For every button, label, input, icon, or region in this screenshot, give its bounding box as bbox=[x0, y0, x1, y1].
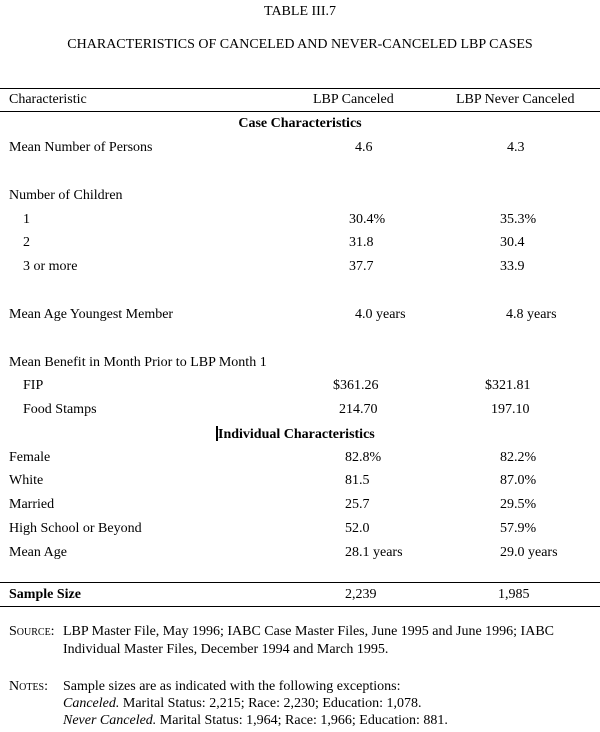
canceled-value: 81.5 bbox=[345, 473, 370, 488]
row-label: 3 or more bbox=[23, 259, 78, 274]
row-label: Mean Age Youngest Member bbox=[9, 307, 174, 322]
row-label: Married bbox=[9, 497, 55, 512]
canceled-value: 25.7 bbox=[345, 497, 370, 512]
header-rule bbox=[0, 111, 600, 112]
row-label: Sample Size bbox=[9, 587, 81, 602]
never-canceled-value: 197.10 bbox=[491, 402, 530, 417]
never-canceled-value: 29.0 years bbox=[500, 545, 558, 560]
row-label: White bbox=[9, 473, 44, 488]
canceled-value: 37.7 bbox=[349, 259, 374, 274]
canceled-value: 82.8% bbox=[345, 450, 382, 465]
column-header-characteristic: Characteristic bbox=[9, 92, 87, 107]
top-rule bbox=[0, 88, 600, 89]
row-label: Mean Age bbox=[9, 545, 67, 560]
source-label: Source: bbox=[9, 624, 55, 639]
table-number: TABLE III.7 bbox=[264, 4, 336, 19]
notes-emphasis: Canceled. bbox=[63, 696, 120, 711]
row-label: 2 bbox=[23, 235, 30, 250]
row-label: Food Stamps bbox=[23, 402, 97, 417]
column-header-canceled: LBP Canceled bbox=[313, 92, 394, 107]
row-label: FIP bbox=[23, 378, 44, 393]
canceled-value: 28.1 years bbox=[345, 545, 403, 560]
canceled-value: $361.26 bbox=[333, 378, 379, 393]
canceled-value: 2,239 bbox=[345, 587, 377, 602]
column-header-never-canceled: LBP Never Canceled bbox=[456, 92, 575, 107]
never-canceled-value: 29.5% bbox=[500, 497, 537, 512]
canceled-value: 214.70 bbox=[339, 402, 378, 417]
never-canceled-value: 87.0% bbox=[500, 473, 537, 488]
table-title: CHARACTERISTICS OF CANCELED AND NEVER-CANCELED LBP CASES bbox=[67, 37, 533, 52]
never-canceled-value: 30.4 bbox=[500, 235, 525, 250]
never-canceled-value: $321.81 bbox=[485, 378, 531, 393]
never-canceled-value: 4.3 bbox=[507, 140, 525, 155]
row-group-label: Number of Children bbox=[9, 188, 123, 203]
sample-top-rule bbox=[0, 582, 600, 583]
notes-text bbox=[63, 713, 448, 729]
row-label: Female bbox=[9, 450, 51, 465]
notes-text: Sample sizes are as indicated with the following exceptions: bbox=[63, 679, 401, 694]
never-canceled-value: 82.2% bbox=[500, 450, 537, 465]
canceled-value: 4.0 years bbox=[355, 307, 406, 322]
never-canceled-value: 4.8 years bbox=[506, 307, 557, 322]
section-individual-characteristics bbox=[216, 426, 375, 443]
never-canceled-value: 35.3% bbox=[500, 212, 537, 227]
source-text: Individual Master Files, December 1994 and March 1995. bbox=[63, 642, 389, 657]
canceled-value: 4.6 bbox=[355, 140, 373, 155]
never-canceled-value: 33.9 bbox=[500, 259, 525, 274]
bottom-rule bbox=[0, 606, 600, 607]
canceled-value: 52.0 bbox=[345, 521, 370, 536]
notes-detail: Marital Status: 1,964; Race: 1,966; Education: 881. bbox=[156, 713, 448, 728]
notes-detail: Marital Status: 2,215; Race: 2,230; Education: 1,078. bbox=[119, 696, 422, 711]
row-group-label: Mean Benefit in Month Prior to LBP Month 1 bbox=[9, 355, 267, 370]
canceled-value: 30.4% bbox=[349, 212, 386, 227]
section-label: Individual Characteristics bbox=[218, 427, 375, 442]
notes-label: Notes: bbox=[9, 679, 48, 694]
notes-text bbox=[63, 696, 422, 712]
section-case-characteristics: Case Characteristics bbox=[238, 116, 362, 131]
row-label: Mean Number of Persons bbox=[9, 140, 153, 155]
never-canceled-value: 57.9% bbox=[500, 521, 537, 536]
source-text: LBP Master File, May 1996; IABC Case Master Files, June 1995 and June 1996; IABC bbox=[63, 624, 555, 639]
never-canceled-value: 1,985 bbox=[498, 587, 530, 602]
row-label: 1 bbox=[23, 212, 30, 227]
notes-emphasis: Never Canceled. bbox=[63, 713, 157, 728]
row-label: High School or Beyond bbox=[9, 521, 142, 536]
canceled-value: 31.8 bbox=[349, 235, 374, 250]
